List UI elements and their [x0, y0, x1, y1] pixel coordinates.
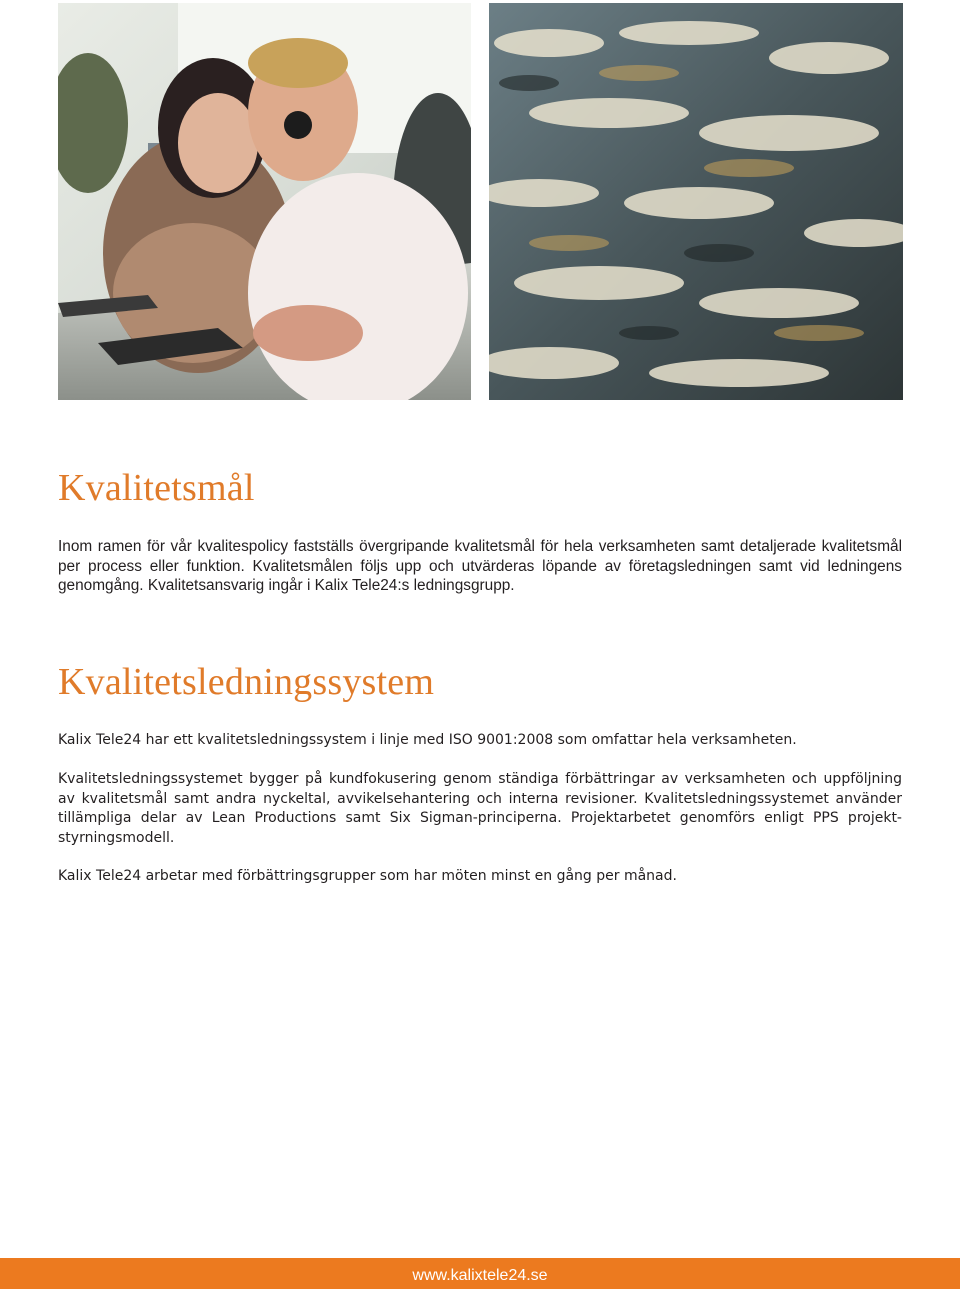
system-paragraph-1: Kalix Tele24 har ett kvalitetsledningssystem i linje med ISO 9001:2008 som omfattar hela verksamheten. — [58, 732, 797, 748]
people-with-headsets-photo — [58, 3, 471, 400]
water-photo — [489, 3, 903, 400]
rushing-water-photo — [489, 3, 903, 400]
kvalitetsmal-body: Inom ramen för vår kvalitespolicy fastställs övergripande kvalitetsmål för hela verksamheten samt detaljerade kvalitetsmål per process eller funktion. Kvalitetsmålen följs upp och utvärderas löpande av företagsledningen samt vid ledningens genomgång. Kvalitetsansvarig ingår i Kalix Tele24:s ledningsgrupp. — [58, 538, 902, 594]
system-paragraph-2: Kvalitetsledningssystemet bygger på kundfokusering genom ständiga förbättringar av verksamheten och uppföljning av kvalitetsmål samt andra nyckeltal, avvikelsehantering och interna revisioner. Kvalitetsledningssystemet använder tillämpliga delar av Lean Productions samt Six Sigman-principerna. Projektarbetet genomförs enligt PPS projekt-styrningsmodell. — [58, 771, 902, 846]
heading-kvalitetsmal: Kvalitetsmål — [58, 467, 255, 509]
heading-kvalitetsledningssystem: Kvalitetsledningssystem — [58, 661, 435, 703]
system-paragraph-3: Kalix Tele24 arbetar med förbättringsgrupper som har möten minst en gång per månad. — [58, 868, 677, 884]
footer-bar — [0, 1258, 960, 1289]
footer-website-link[interactable]: www.kalixtele24.se — [412, 1267, 548, 1284]
office-photo — [58, 3, 471, 400]
